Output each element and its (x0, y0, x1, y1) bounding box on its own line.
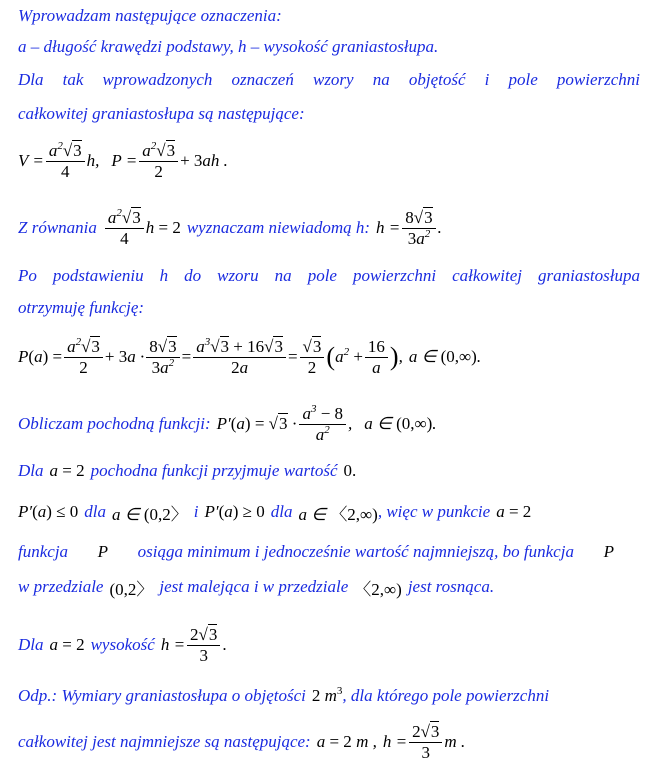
intro-line: Wprowadzam następujące oznaczenia: (18, 6, 282, 25)
monotonicity-decreasing: jest malejąca i w przedziale (159, 577, 349, 596)
sign-analysis-line: P′(a) ≤ 0 dla a ∈ (0,2〉 i P′(a) ≥ 0 dla a ∈ 〈2,∞) , więc w punkcie a = 2 (18, 502, 532, 524)
solve-h-line: Z równania $\frac{a^2√3}{4}$ h = 2 wyznaczam niewiadomą h: h = $\frac{8√3}{3a^2}$ . (18, 206, 442, 248)
derivative-zero-line: Dla a = 2 pochodna funkcji przyjmuje wartość 0. (18, 461, 357, 480)
volume-area-formulas: V = $\frac{a^2√3}{4}$ h, P = $\frac{a^2√3}{2}$ + 3ah . (18, 139, 228, 181)
notation-line: a – długość krawędzi podstawy, h – wysokość graniastosłupa. (18, 37, 439, 56)
monotonicity-label: w przedziale (18, 577, 104, 596)
minimum-line: funkcja P osiąga minimum i jednocześnie wartość najmniejszą, bo funkcja P (18, 542, 614, 561)
height-result-text: wysokość (90, 635, 155, 654)
derivative-line: Obliczam pochodną funkcji: P′(a) = √3 · $\frac{a^3 - 8}{a^2}$ , a ∈ (0,∞). (18, 402, 437, 444)
formula-intro-line-2: całkowitej graniastosłupa są następujące: (18, 104, 305, 123)
answer-dimensions-label: całkowitej jest najmniejsze są następujące: (18, 732, 311, 751)
formula-intro-line-1: Dla tak wprowadzonych oznaczeń wzory na objętość i pole powierzchni (18, 70, 640, 89)
minimum-funkcja-1: funkcja (18, 542, 69, 561)
derivative-label: Obliczam pochodną funkcji: (18, 414, 211, 433)
monotonicity-line: w przedziale (0,2〉 jest malejąca i w przedziale 〈2,∞) jest rosnąca. (18, 577, 495, 599)
sign-point-text: , więc w punkcie (377, 502, 491, 521)
answer-text: , dla którego pole powierzchni (342, 686, 550, 705)
solve-h-text: wyznaczam niewiadomą h: (186, 218, 371, 237)
substitution-line-1: Po podstawieniu h do wzoru na pole powierzchni całkowitej graniastosłupa (18, 266, 640, 285)
minimum-text: osiąga minimum i jednocześnie wartość najmniejszą, bo funkcja (137, 542, 574, 561)
substitution-line-2: otrzymuję funkcję: (18, 298, 145, 317)
sign-dla-1: dla (84, 502, 107, 521)
answer-line-1: Odp.: Wymiary graniastosłupa o objętości 2 $m^3$ , dla którego pole powierzchni (18, 685, 550, 705)
sign-dla-2: dla (270, 502, 293, 521)
derivative-zero-label: Dla (18, 461, 44, 480)
monotonicity-increasing: jest rosnąca. (407, 577, 495, 596)
solve-h-label: Z równania (18, 218, 97, 237)
height-result-label: Dla (18, 635, 44, 654)
function-p-formula: P(a) = $\frac{a^2√3}{2}$ + 3a · $\frac{8√3}{3a^2}$ = $\frac{a^3√3 + 16√3}{2a}$ = $\frac{√3}{2}$ ( $a^2$ + $\frac{16}{a}$ ) , a ∈ (0,∞). (18, 335, 482, 377)
height-result-line: Dla a = 2 wysokość h = $\frac{2√3}{3}$ . (18, 624, 227, 665)
sign-and: i (193, 502, 199, 521)
answer-label: Odp.: Wymiary graniastosłupa o objętości (18, 686, 306, 705)
derivative-zero-text: pochodna funkcji przyjmuje wartość (90, 461, 338, 480)
answer-line-2: całkowitej jest najmniejsze są następujące: a = 2 m , h = $\frac{2√3}{3}$ m . (18, 721, 466, 762)
